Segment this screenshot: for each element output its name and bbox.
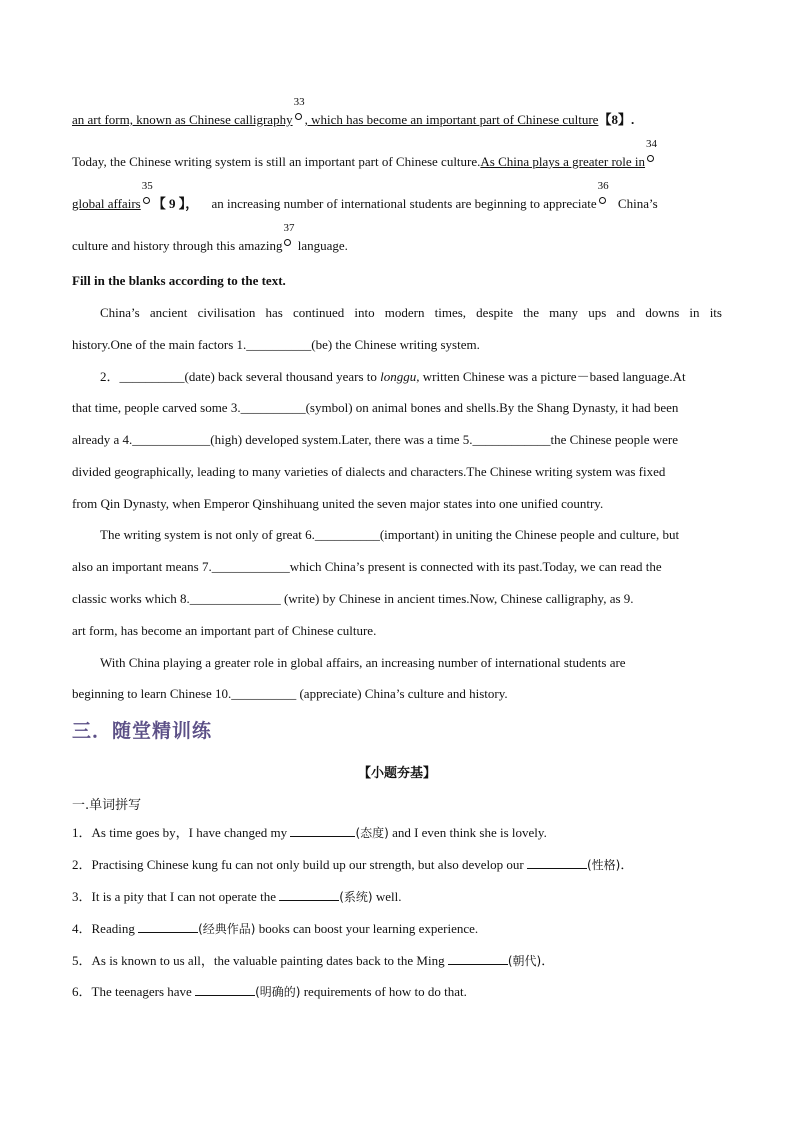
answer-blank[interactable] <box>138 920 198 933</box>
exercise-item: 6．The teenagers have (明确的) requirements of how to do that. <box>72 984 467 999</box>
circle-icon <box>295 113 302 120</box>
passage-text: China’s <box>617 196 658 211</box>
question-marker-34: 34 <box>646 152 656 166</box>
fill-para2-line4: divided geographically, leading to many varieties of dialects and characters.The Chinese writing system was fixed <box>72 464 666 479</box>
fill-para3-line1: The writing system is not only of great 6.__________(important) in uniting the Chinese people and culture, but <box>100 527 680 542</box>
answer-blank[interactable] <box>527 856 587 869</box>
exercise-item: 1．As time goes by，I have changed my (态度) and I even think she is lovely. <box>72 825 547 840</box>
question-marker-37: 37 <box>283 236 293 250</box>
fill-para1-line1: China’s ancient civilisation has continued into modern times, despite the many ups and downs in its <box>100 305 722 320</box>
answer-blank[interactable] <box>448 952 508 965</box>
exercise-item: 5．As is known to us all，the valuable painting dates back to the Ming (朝代)． <box>72 953 555 968</box>
answer-blank[interactable] <box>290 824 355 837</box>
fill-para4-line1: With China playing a greater role in global affairs, an increasing number of international students are <box>100 655 626 670</box>
underlined-phrase: As China plays a greater role in <box>480 154 646 169</box>
exercise-item: 4．Reading (经典作品) books can boost your learning experience. <box>72 921 479 936</box>
circle-icon <box>599 197 606 204</box>
fill-para3-line2: also an important means 7.____________which China’s present is connected with its past.Today, we can read the <box>72 559 662 574</box>
answer-blank[interactable] <box>279 888 339 901</box>
underlined-phrase: global affairs <box>72 196 141 211</box>
circle-icon <box>284 239 291 246</box>
exercise-item: 3．It is a pity that I can not operate the (系统) well. <box>72 889 402 904</box>
underlined-phrase: , which has become an important part of Chinese culture <box>304 112 599 127</box>
passage-line-4 <box>72 222 722 254</box>
section-heading: 三．随堂精训练 <box>72 720 213 742</box>
question-marker-33: 33 <box>294 110 304 124</box>
passage-line-1 <box>72 96 722 128</box>
passage-text: Today, the Chinese writing system is still an important part of Chinese culture. <box>72 154 481 169</box>
section-title: 【小题夯基】 <box>357 766 436 781</box>
fill-para2-line1: 2．__________(date) back several thousand years to longgu, written Chinese was a picture－based language.At <box>100 369 686 384</box>
fill-para2-line3: already a 4.____________(high) developed system.Later, there was a time 5.____________the Chinese people were <box>72 432 678 447</box>
passage-text: an increasing number of international students are beginning to appreciate <box>211 196 597 211</box>
fill-para3-line3: classic works which 8.______________ (write) by Chinese in ancient times.Now, Chinese calligraphy, as 9. <box>72 591 634 606</box>
passage-text: language. <box>297 238 348 253</box>
fill-para4-line2: beginning to learn Chinese 10.__________ (appreciate) China’s culture and history. <box>72 686 508 701</box>
passage-text: culture and history through this amazing <box>72 238 283 253</box>
question-marker-36: 36 <box>598 194 608 208</box>
fill-para1-line2: history.One of the main factors 1.__________(be) the Chinese writing system. <box>72 337 480 352</box>
passage-line-2 <box>72 138 722 170</box>
underlined-phrase: an art form, known as Chinese calligraphy <box>72 112 293 127</box>
section-subtitle: 一.单词拼写 <box>72 798 142 813</box>
passage-line-3 <box>72 180 722 212</box>
answer-blank[interactable] <box>195 983 255 996</box>
circle-icon <box>143 197 150 204</box>
blank-label-9: 【 9 】， <box>152 196 199 211</box>
exercise-item: 2．Practising Chinese kung fu can not only build up our strength, but also develop our (性格)． <box>72 857 634 872</box>
fill-para3-line4: art form, has become an important part of Chinese culture. <box>72 623 377 638</box>
fill-para2-line2: that time, people carved some 3.__________(symbol) on animal bones and shells.By the Shang Dynasty, it had been <box>72 400 679 415</box>
question-marker-35: 35 <box>142 194 152 208</box>
circle-icon <box>647 155 654 162</box>
fill-title: Fill in the blanks according to the text. <box>72 273 286 288</box>
fill-para2-line5: from Qin Dynasty, when Emperor Qinshihuang united the seven major states into one unified country. <box>72 496 604 511</box>
blank-label-8: 【8】. <box>598 112 635 127</box>
